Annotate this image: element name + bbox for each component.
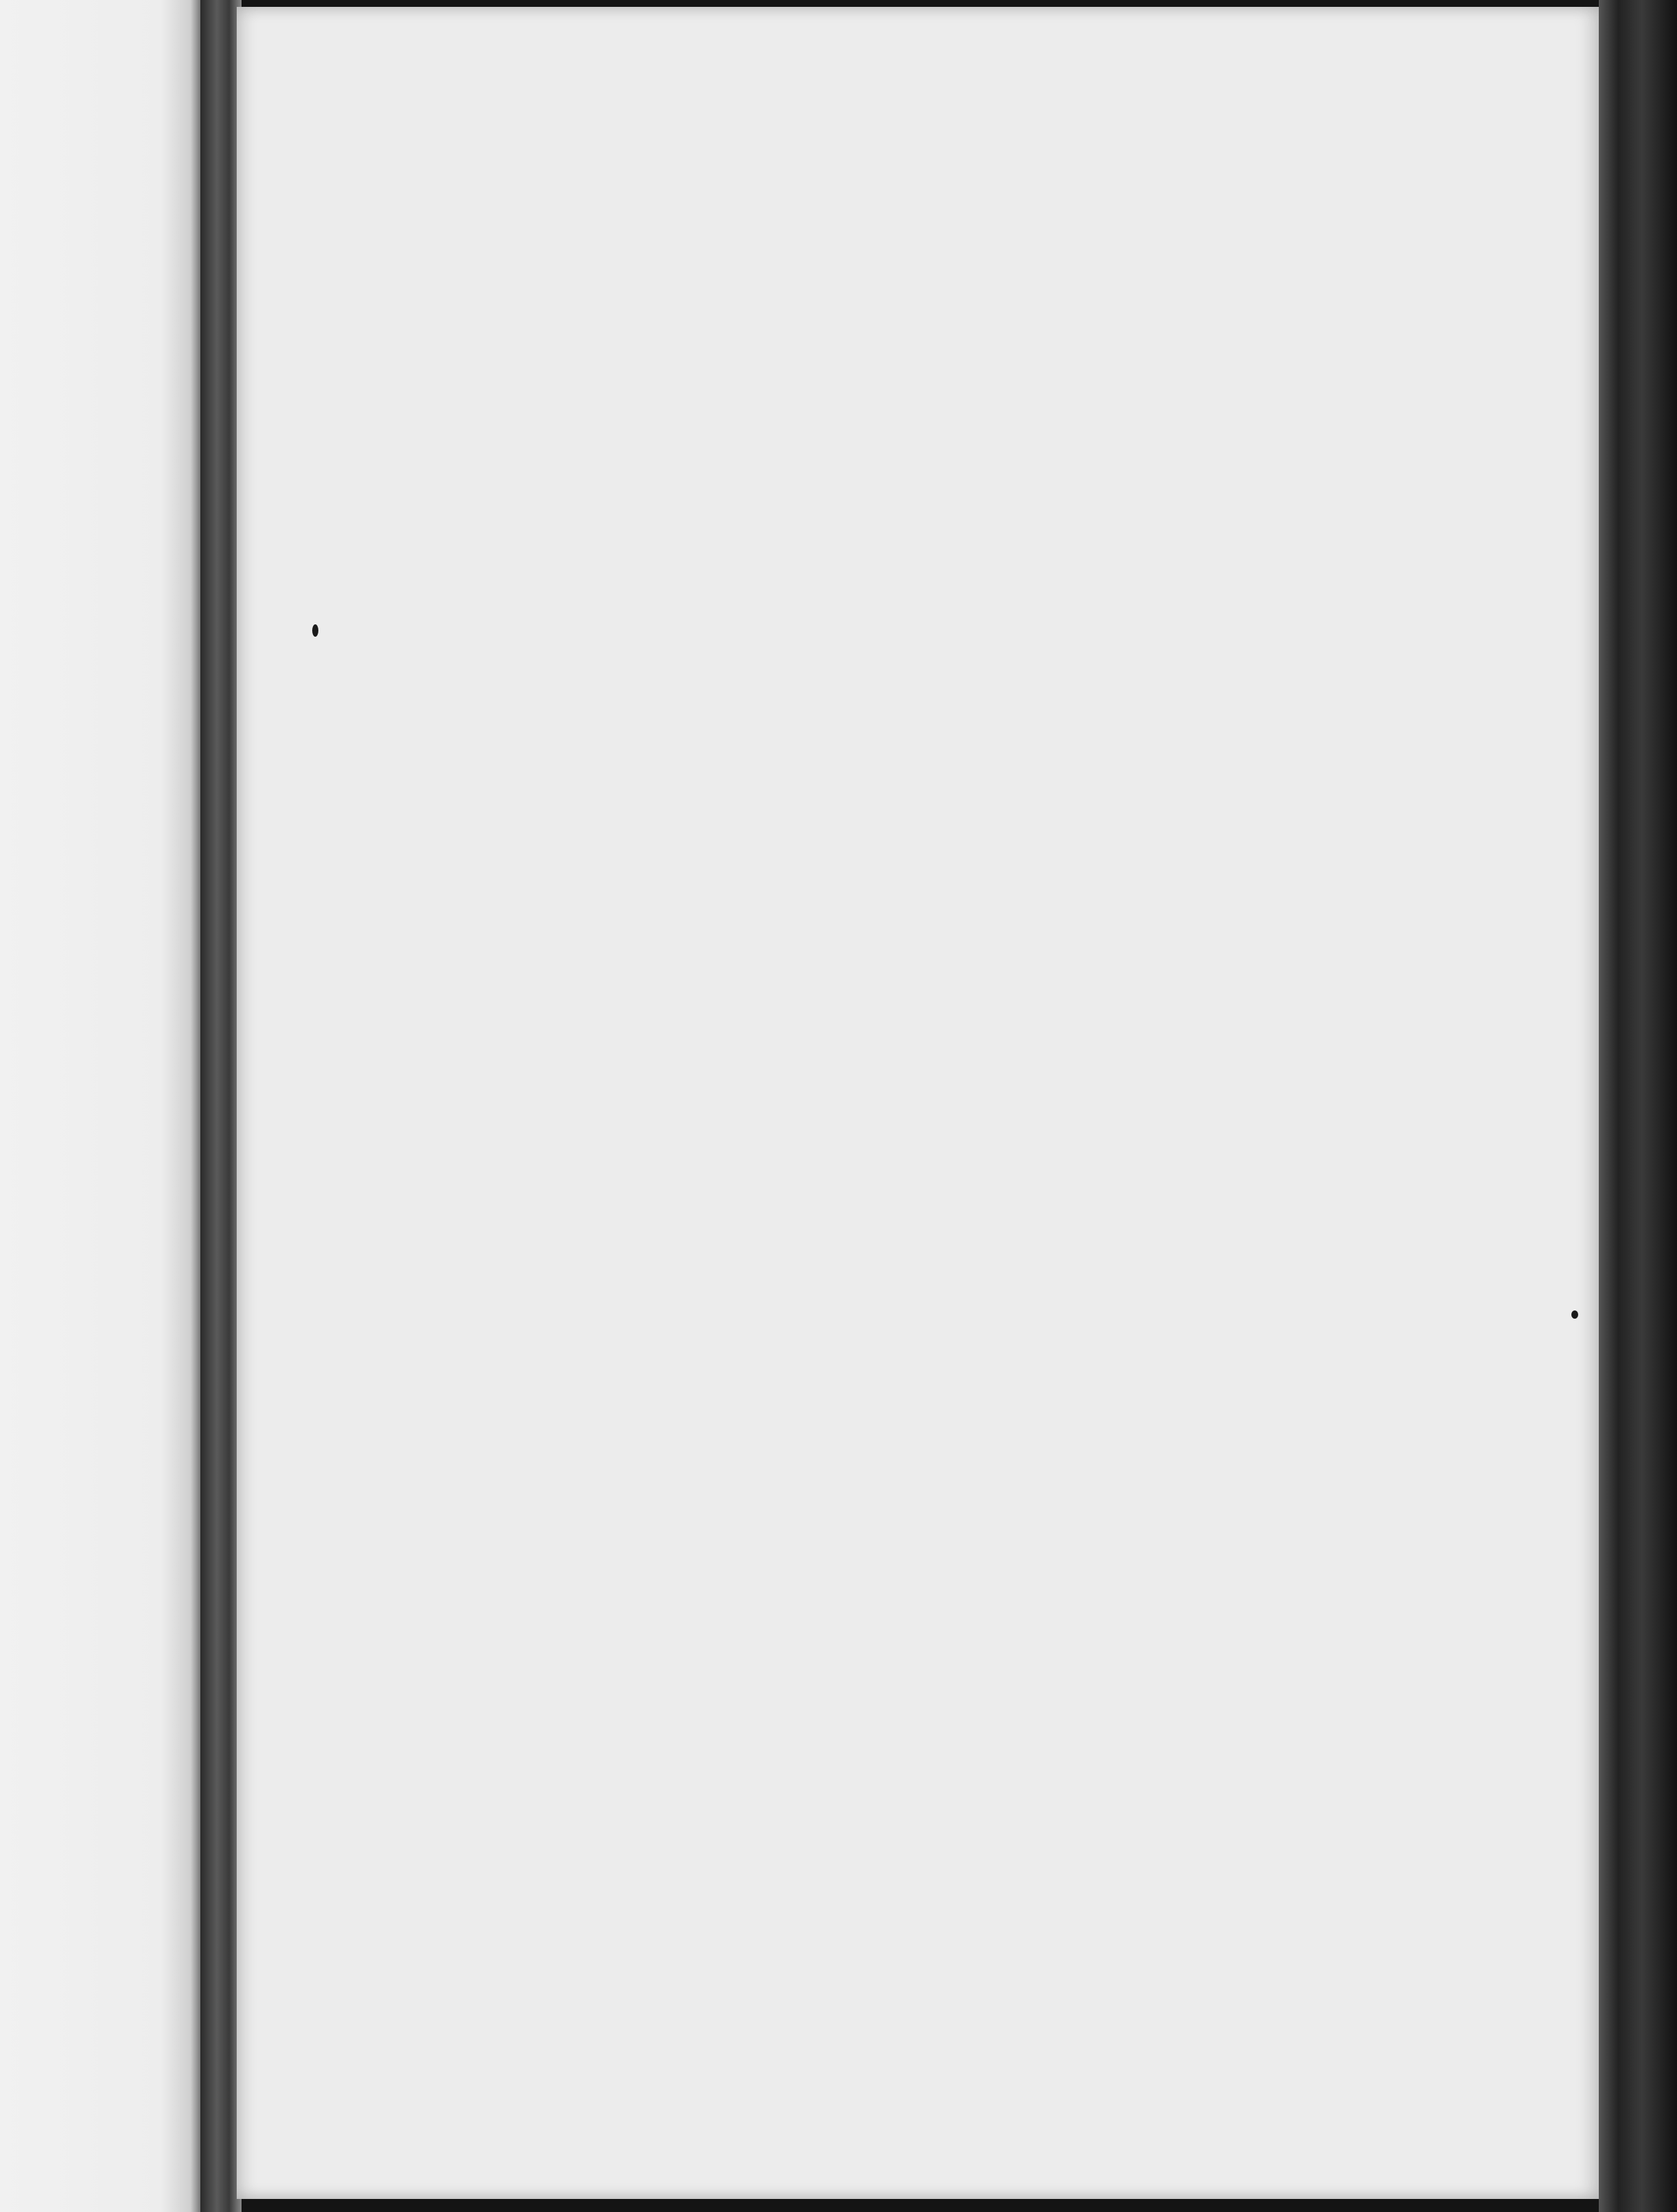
previous-page-fragment [0, 0, 200, 2212]
book-gutter [200, 0, 242, 2212]
ink-speck [1571, 1310, 1578, 1319]
book-page [237, 7, 1599, 2199]
book-fore-edge [1599, 0, 1677, 2212]
ink-speck [312, 624, 318, 637]
